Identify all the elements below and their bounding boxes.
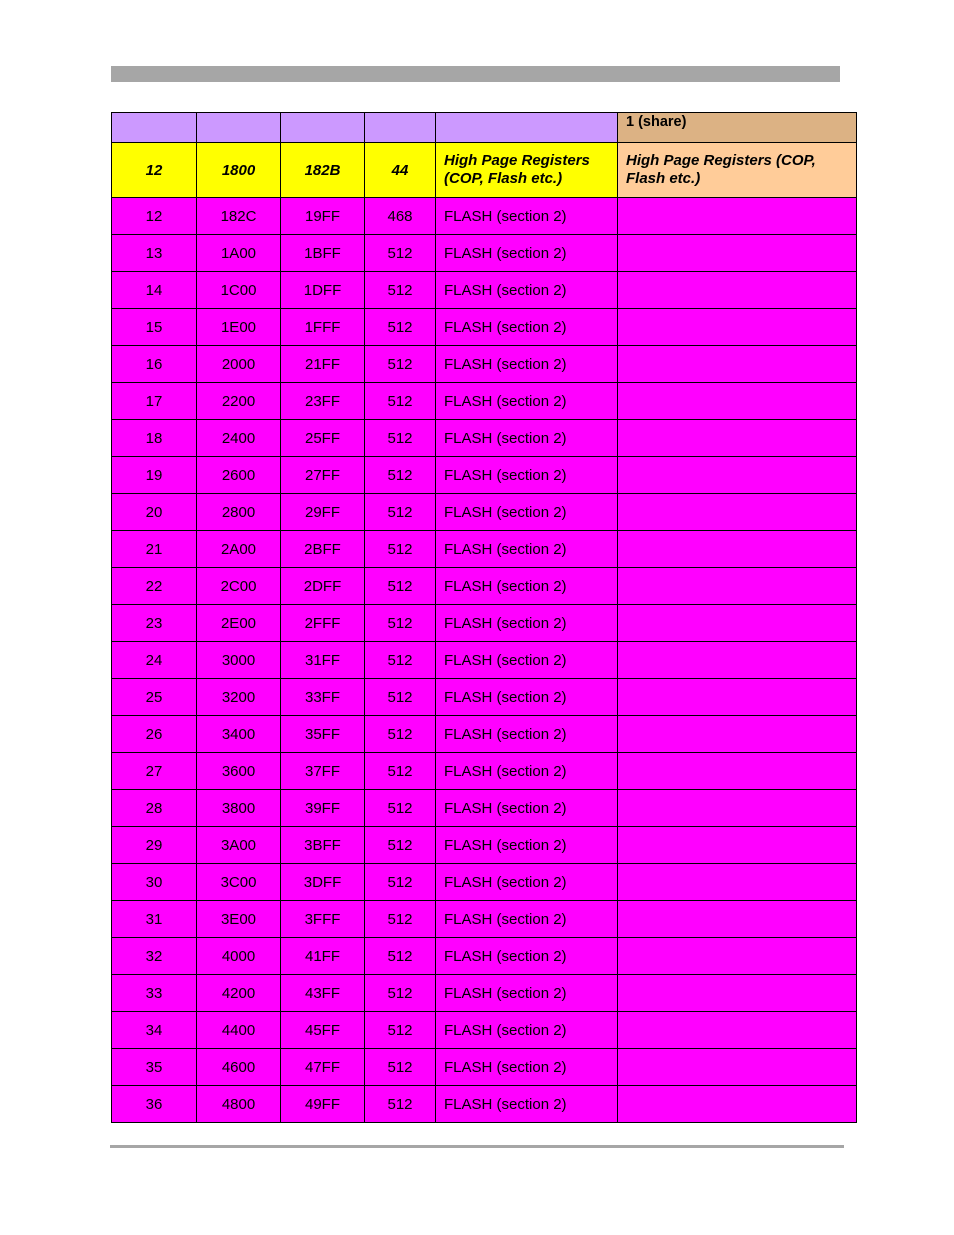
cell-end: 33FF xyxy=(281,679,365,716)
cell-start: 2A00 xyxy=(197,531,281,568)
cell-start: 3E00 xyxy=(197,901,281,938)
cell-size: 512 xyxy=(365,975,436,1012)
hdr-end: 182B xyxy=(281,143,365,198)
cell-description: FLASH (section 2) xyxy=(436,1049,618,1086)
cell-size: 512 xyxy=(365,642,436,679)
cell-extra xyxy=(618,864,857,901)
cell-size: 512 xyxy=(365,420,436,457)
cell-page: 23 xyxy=(112,605,197,642)
cell-end: 45FF xyxy=(281,1012,365,1049)
cell-extra xyxy=(618,1012,857,1049)
cell-end: 25FF xyxy=(281,420,365,457)
cell-end: 3FFF xyxy=(281,901,365,938)
top-cell-end xyxy=(281,113,365,143)
cell-description: FLASH (section 2) xyxy=(436,827,618,864)
cell-page: 15 xyxy=(112,309,197,346)
cell-extra xyxy=(618,457,857,494)
cell-page: 14 xyxy=(112,272,197,309)
cell-size: 512 xyxy=(365,605,436,642)
cell-size: 512 xyxy=(365,679,436,716)
cell-start: 2000 xyxy=(197,346,281,383)
cell-start: 4800 xyxy=(197,1086,281,1123)
cell-description: FLASH (section 2) xyxy=(436,901,618,938)
table-row xyxy=(112,1086,857,1123)
cell-size: 512 xyxy=(365,457,436,494)
table-row xyxy=(112,679,857,716)
table-row xyxy=(112,1012,857,1049)
cell-start: 2400 xyxy=(197,420,281,457)
table-row xyxy=(112,235,857,272)
cell-end: 31FF xyxy=(281,642,365,679)
cell-description: FLASH (section 2) xyxy=(436,346,618,383)
table-row xyxy=(112,420,857,457)
cell-description: FLASH (section 2) xyxy=(436,531,618,568)
cell-description: FLASH (section 2) xyxy=(436,716,618,753)
table-row xyxy=(112,346,857,383)
cell-extra xyxy=(618,901,857,938)
table-row xyxy=(112,383,857,420)
table-row xyxy=(112,864,857,901)
high-page-registers-row xyxy=(112,143,857,198)
cell-size: 512 xyxy=(365,716,436,753)
cell-description: FLASH (section 2) xyxy=(436,753,618,790)
cell-extra xyxy=(618,346,857,383)
cell-page: 18 xyxy=(112,420,197,457)
cell-size: 512 xyxy=(365,568,436,605)
table-row xyxy=(112,605,857,642)
cell-page: 34 xyxy=(112,1012,197,1049)
cell-end: 49FF xyxy=(281,1086,365,1123)
cell-end: 47FF xyxy=(281,1049,365,1086)
cell-end: 41FF xyxy=(281,938,365,975)
cell-end: 19FF xyxy=(281,198,365,235)
cell-extra xyxy=(618,494,857,531)
hdr-extra: High Page Registers (COP, Flash etc.) xyxy=(618,143,857,198)
cell-extra xyxy=(618,1086,857,1123)
cell-page: 30 xyxy=(112,864,197,901)
cell-extra xyxy=(618,198,857,235)
cell-start: 3400 xyxy=(197,716,281,753)
cell-start: 3000 xyxy=(197,642,281,679)
table-row xyxy=(112,309,857,346)
cell-description: FLASH (section 2) xyxy=(436,790,618,827)
cell-extra xyxy=(618,827,857,864)
cell-extra xyxy=(618,531,857,568)
cell-start: 3200 xyxy=(197,679,281,716)
cell-extra xyxy=(618,938,857,975)
memory-map-table xyxy=(111,112,857,1123)
cell-start: 1E00 xyxy=(197,309,281,346)
cell-end: 27FF xyxy=(281,457,365,494)
cell-description: FLASH (section 2) xyxy=(436,679,618,716)
cell-extra xyxy=(618,272,857,309)
cell-start: 2E00 xyxy=(197,605,281,642)
cell-start: 2600 xyxy=(197,457,281,494)
cell-start: 1A00 xyxy=(197,235,281,272)
cell-extra xyxy=(618,753,857,790)
table-top-row xyxy=(112,113,857,143)
cell-extra xyxy=(618,383,857,420)
cell-extra xyxy=(618,235,857,272)
cell-start: 1C00 xyxy=(197,272,281,309)
cell-page: 16 xyxy=(112,346,197,383)
cell-description: FLASH (section 2) xyxy=(436,198,618,235)
table-row xyxy=(112,790,857,827)
table-row xyxy=(112,531,857,568)
cell-end: 2DFF xyxy=(281,568,365,605)
cell-end: 23FF xyxy=(281,383,365,420)
cell-start: 2800 xyxy=(197,494,281,531)
cell-start: 3A00 xyxy=(197,827,281,864)
cell-description: FLASH (section 2) xyxy=(436,383,618,420)
cell-start: 4400 xyxy=(197,1012,281,1049)
cell-end: 43FF xyxy=(281,975,365,1012)
cell-description: FLASH (section 2) xyxy=(436,494,618,531)
cell-page: 13 xyxy=(112,235,197,272)
cell-size: 512 xyxy=(365,383,436,420)
cell-end: 3DFF xyxy=(281,864,365,901)
cell-description: FLASH (section 2) xyxy=(436,420,618,457)
cell-size: 512 xyxy=(365,864,436,901)
cell-page: 36 xyxy=(112,1086,197,1123)
table-row xyxy=(112,901,857,938)
table-row xyxy=(112,494,857,531)
hdr-description: High Page Registers (COP, Flash etc.) xyxy=(436,143,618,198)
cell-extra xyxy=(618,605,857,642)
cell-size: 512 xyxy=(365,901,436,938)
cell-page: 22 xyxy=(112,568,197,605)
cell-start: 2C00 xyxy=(197,568,281,605)
cell-page: 20 xyxy=(112,494,197,531)
cell-size: 512 xyxy=(365,272,436,309)
cell-start: 182C xyxy=(197,198,281,235)
cell-page: 17 xyxy=(112,383,197,420)
cell-start: 4200 xyxy=(197,975,281,1012)
cell-size: 512 xyxy=(365,790,436,827)
hdr-page: 12 xyxy=(112,143,197,198)
cell-start: 3800 xyxy=(197,790,281,827)
cell-page: 35 xyxy=(112,1049,197,1086)
top-cell-description xyxy=(436,113,618,143)
cell-description: FLASH (section 2) xyxy=(436,235,618,272)
cell-page: 32 xyxy=(112,938,197,975)
cell-description: FLASH (section 2) xyxy=(436,568,618,605)
table-row xyxy=(112,1049,857,1086)
table-row xyxy=(112,198,857,235)
cell-size: 512 xyxy=(365,753,436,790)
hdr-size: 44 xyxy=(365,143,436,198)
top-cell-page xyxy=(112,113,197,143)
cell-size: 512 xyxy=(365,235,436,272)
cell-size: 512 xyxy=(365,309,436,346)
table-row xyxy=(112,272,857,309)
cell-description: FLASH (section 2) xyxy=(436,309,618,346)
cell-extra xyxy=(618,790,857,827)
cell-end: 37FF xyxy=(281,753,365,790)
table-row xyxy=(112,975,857,1012)
cell-page: 19 xyxy=(112,457,197,494)
cell-page: 25 xyxy=(112,679,197,716)
cell-extra xyxy=(618,568,857,605)
cell-start: 4000 xyxy=(197,938,281,975)
cell-end: 39FF xyxy=(281,790,365,827)
cell-page: 28 xyxy=(112,790,197,827)
cell-page: 12 xyxy=(112,198,197,235)
cell-size: 512 xyxy=(365,531,436,568)
cell-description: FLASH (section 2) xyxy=(436,975,618,1012)
cell-description: FLASH (section 2) xyxy=(436,864,618,901)
cell-start: 3C00 xyxy=(197,864,281,901)
cell-page: 27 xyxy=(112,753,197,790)
cell-end: 21FF xyxy=(281,346,365,383)
cell-size: 468 xyxy=(365,198,436,235)
cell-extra xyxy=(618,309,857,346)
header-rule-bar xyxy=(111,66,840,82)
footer-rule xyxy=(110,1145,844,1148)
cell-size: 512 xyxy=(365,1049,436,1086)
cell-end: 1FFF xyxy=(281,309,365,346)
cell-start: 2200 xyxy=(197,383,281,420)
cell-size: 512 xyxy=(365,494,436,531)
cell-end: 29FF xyxy=(281,494,365,531)
cell-description: FLASH (section 2) xyxy=(436,1012,618,1049)
top-cell-size xyxy=(365,113,436,143)
cell-extra xyxy=(618,975,857,1012)
share-cell: 1 (share) xyxy=(618,113,857,143)
table-row xyxy=(112,753,857,790)
cell-start: 4600 xyxy=(197,1049,281,1086)
cell-extra xyxy=(618,716,857,753)
cell-end: 1DFF xyxy=(281,272,365,309)
table-row xyxy=(112,457,857,494)
cell-description: FLASH (section 2) xyxy=(436,457,618,494)
cell-page: 29 xyxy=(112,827,197,864)
cell-size: 512 xyxy=(365,938,436,975)
table-row xyxy=(112,568,857,605)
table-row xyxy=(112,642,857,679)
cell-end: 1BFF xyxy=(281,235,365,272)
hdr-start: 1800 xyxy=(197,143,281,198)
cell-size: 512 xyxy=(365,827,436,864)
cell-extra xyxy=(618,1049,857,1086)
cell-start: 3600 xyxy=(197,753,281,790)
cell-extra xyxy=(618,642,857,679)
cell-size: 512 xyxy=(365,1012,436,1049)
cell-description: FLASH (section 2) xyxy=(436,1086,618,1123)
table-row xyxy=(112,827,857,864)
cell-page: 31 xyxy=(112,901,197,938)
cell-description: FLASH (section 2) xyxy=(436,938,618,975)
cell-end: 2FFF xyxy=(281,605,365,642)
top-cell-start xyxy=(197,113,281,143)
cell-description: FLASH (section 2) xyxy=(436,605,618,642)
table-row xyxy=(112,716,857,753)
cell-page: 33 xyxy=(112,975,197,1012)
cell-description: FLASH (section 2) xyxy=(436,642,618,679)
cell-page: 26 xyxy=(112,716,197,753)
cell-extra xyxy=(618,679,857,716)
cell-end: 35FF xyxy=(281,716,365,753)
cell-end: 3BFF xyxy=(281,827,365,864)
cell-end: 2BFF xyxy=(281,531,365,568)
cell-extra xyxy=(618,420,857,457)
cell-size: 512 xyxy=(365,1086,436,1123)
cell-page: 21 xyxy=(112,531,197,568)
cell-size: 512 xyxy=(365,346,436,383)
table-row xyxy=(112,938,857,975)
cell-page: 24 xyxy=(112,642,197,679)
cell-description: FLASH (section 2) xyxy=(436,272,618,309)
